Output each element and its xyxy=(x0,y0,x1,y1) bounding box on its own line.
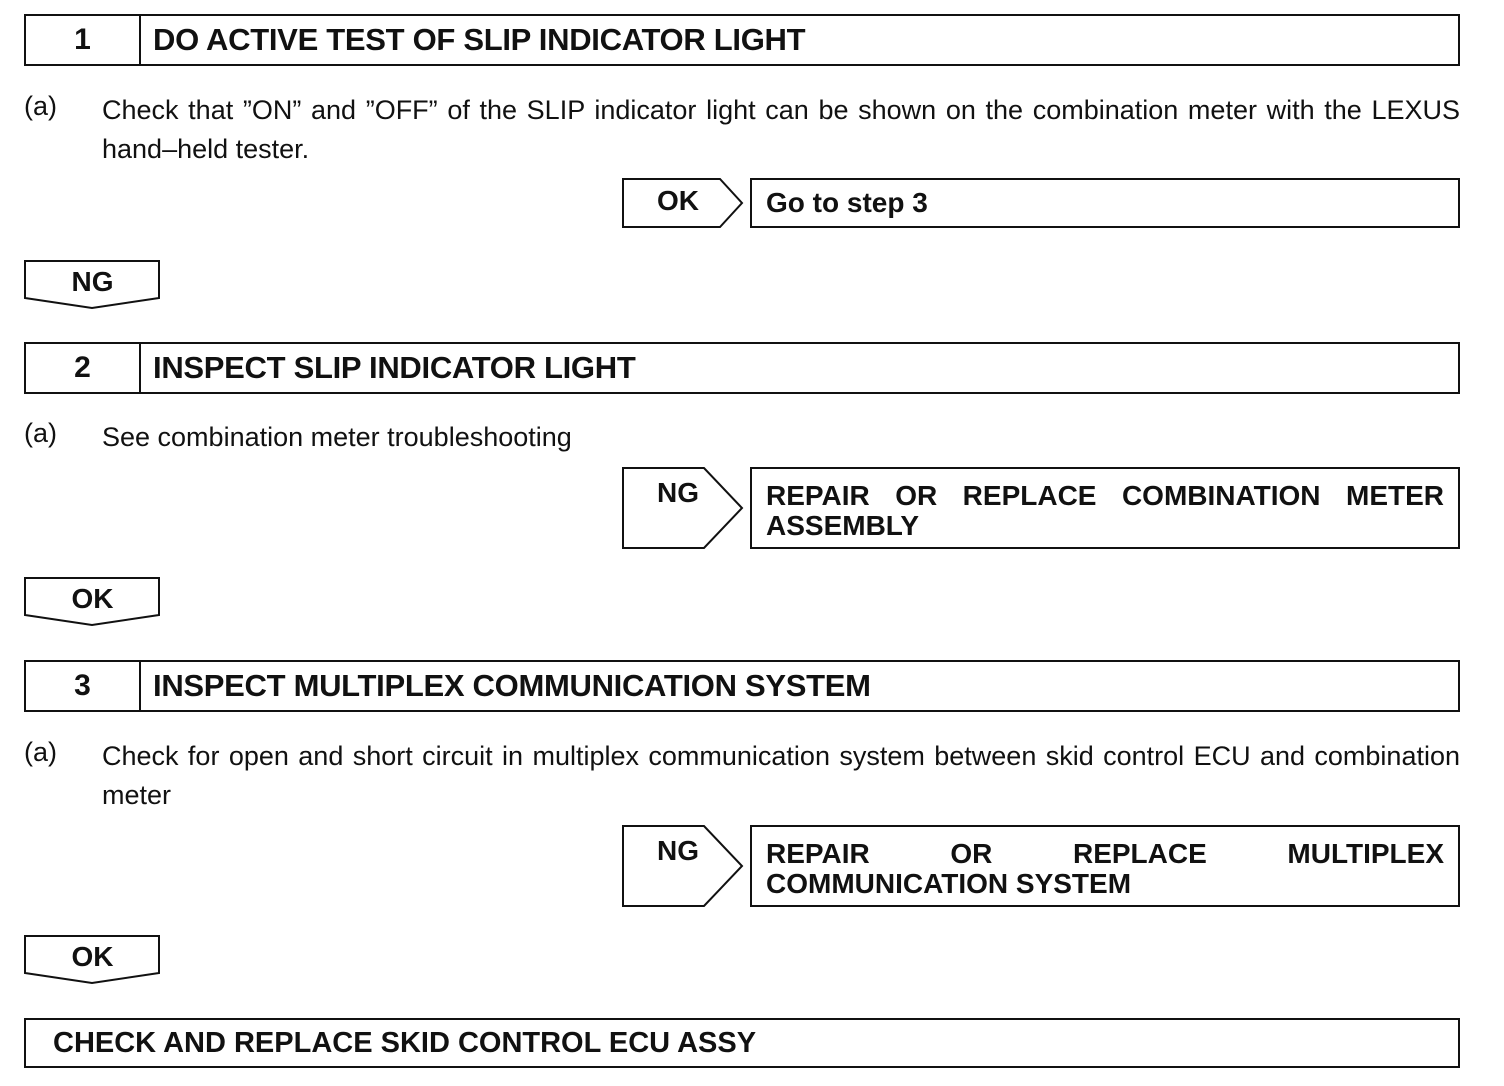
step-3-branch-tag xyxy=(622,825,746,907)
step-3-item-marker: (a) xyxy=(24,737,57,767)
step-2-branch-tag xyxy=(622,467,746,549)
step-1-continue-label: NG xyxy=(71,266,114,297)
step-2-continue-label: OK xyxy=(71,583,114,614)
step-2-number: 2 xyxy=(26,344,141,392)
step-3-title: INSPECT MULTIPLEX COMMUNICATION SYSTEM xyxy=(153,668,871,703)
step-1-branch-result: Go to step 3 xyxy=(750,178,1460,228)
step-3-header xyxy=(24,660,1460,712)
step-3-branch-result: REPAIR OR REPLACE MULTIPLEX COMMUNICATION SYSTEM xyxy=(750,825,1460,907)
step-2-header xyxy=(24,342,1460,394)
step-2-title: INSPECT SLIP INDICATOR LIGHT xyxy=(153,350,636,385)
step-3-continue-tag xyxy=(24,935,161,985)
step-3-branch-label: NG xyxy=(657,835,699,866)
step-3-item-text: Check for open and short circuit in multiplex communication system between skid control ECU and combination meter xyxy=(102,741,1460,810)
step-2-branch-label: NG xyxy=(657,477,699,508)
step-1-header xyxy=(24,14,1460,66)
step-1-continue-tag xyxy=(24,260,161,310)
step-3-continue-label: OK xyxy=(71,941,114,972)
step-1-number: 1 xyxy=(26,16,141,64)
step-3-number: 3 xyxy=(26,662,141,710)
step-1-title: DO ACTIVE TEST OF SLIP INDICATOR LIGHT xyxy=(153,22,806,57)
step-2-branch-result: REPAIR OR REPLACE COMBINATION METER ASSEMBLY xyxy=(750,467,1460,549)
step-2-continue-tag xyxy=(24,577,161,627)
step-2-item-text: See combination meter troubleshooting xyxy=(102,422,572,452)
step-1-branch-label: OK xyxy=(657,185,699,216)
step-1-branch-tag xyxy=(622,178,746,228)
step-1-item-marker: (a) xyxy=(24,91,57,121)
final-action-box: CHECK AND REPLACE SKID CONTROL ECU ASSY xyxy=(24,1018,1460,1068)
step-1-item-text: Check that ”ON” and ”OFF” of the SLIP indicator light can be shown on the combination meter with the LEXUS hand–held tester. xyxy=(102,95,1460,164)
step-2-item-marker: (a) xyxy=(24,418,57,448)
